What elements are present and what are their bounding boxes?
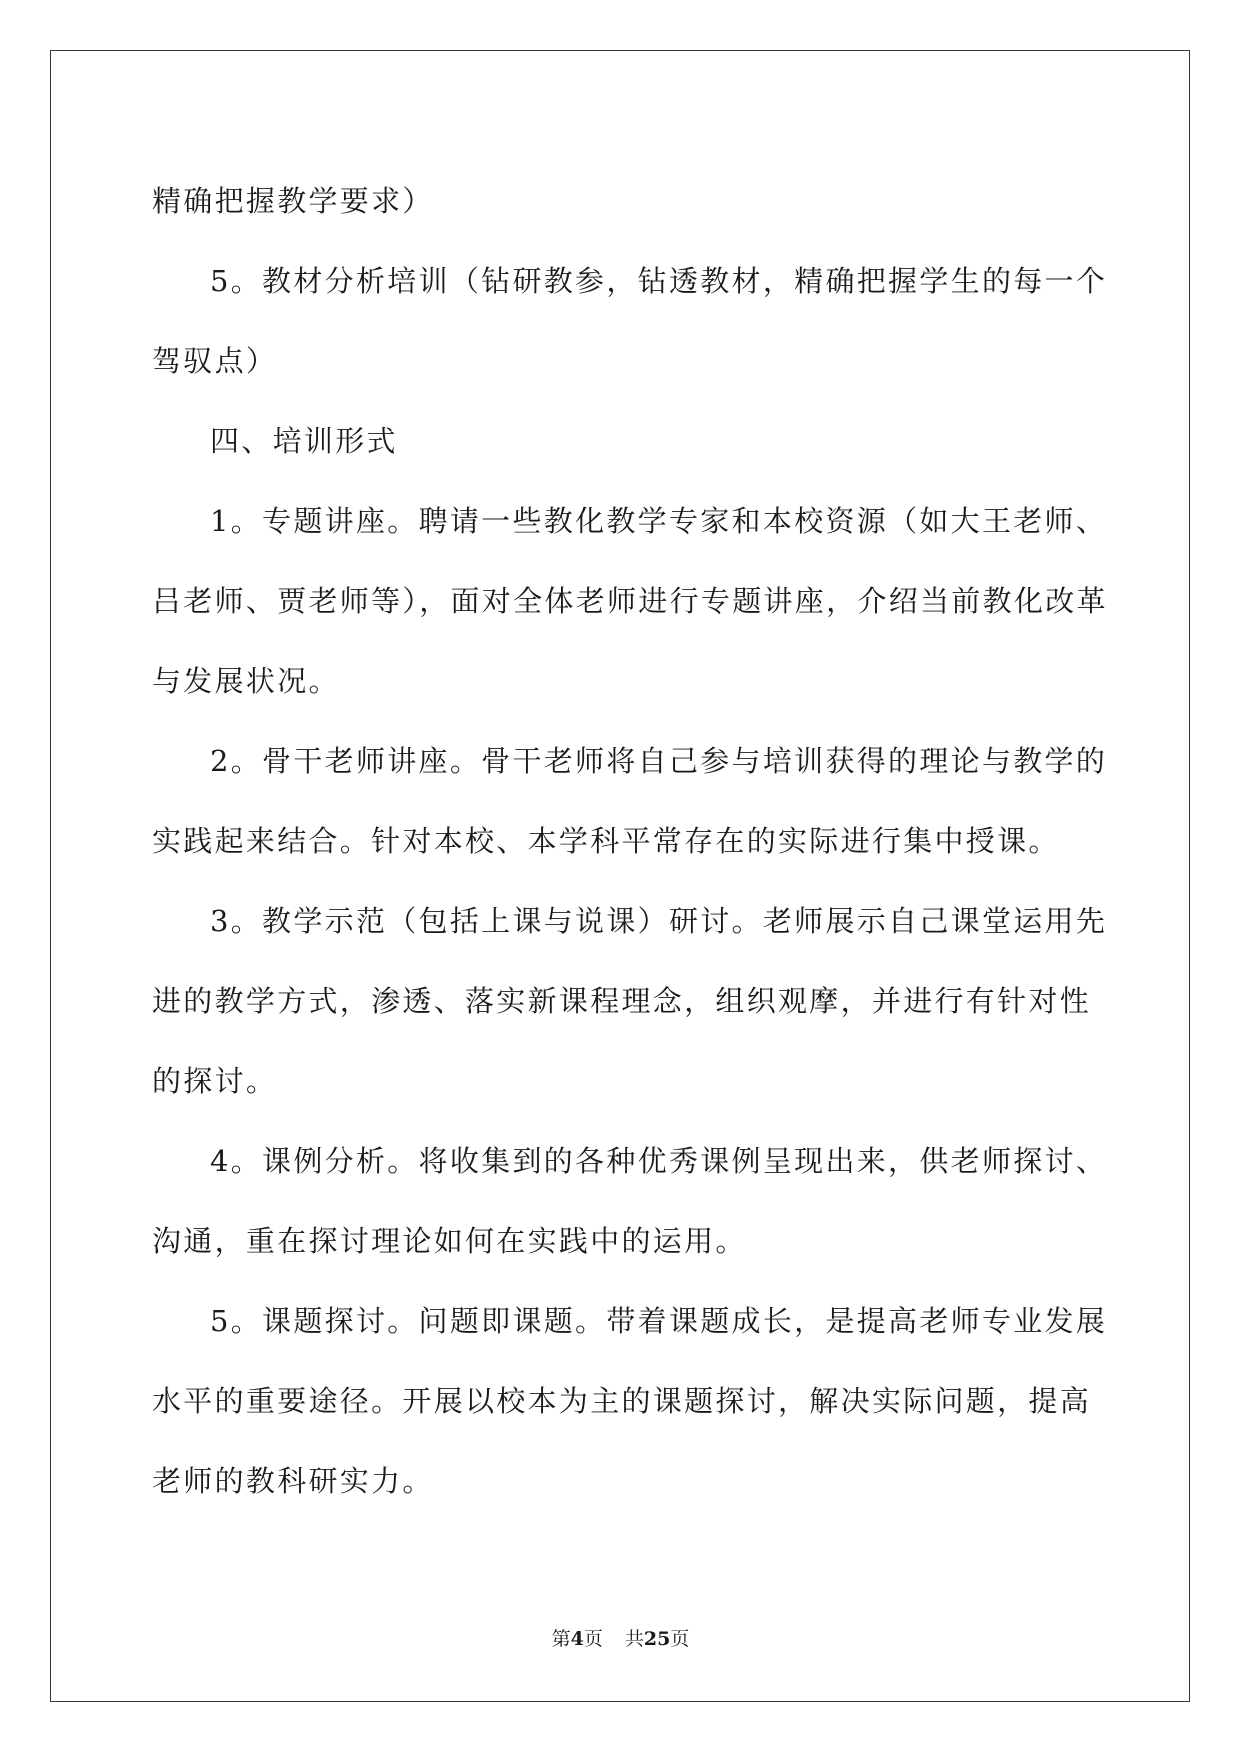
text-line-7: 与发展状况。 — [152, 664, 340, 698]
text-line-13: 4。课例分析。将收集到的各种优秀课例呈现出来，供老师探讨、 — [210, 1144, 1108, 1178]
page-prefix: 第 — [551, 1628, 571, 1650]
text-line-2: 5。教材分析培训（钻研教参，钻透教材，精确把握学生的每一个 — [210, 264, 1108, 298]
text-line-8: 2。骨干老师讲座。骨干老师将自己参与培训获得的理论与教学的 — [210, 744, 1108, 778]
page-number: 4 — [570, 1628, 584, 1650]
text-line-3: 驾驭点） — [152, 344, 278, 378]
total-pages: 25 — [643, 1628, 671, 1650]
total-prefix: 共 — [624, 1628, 644, 1650]
text-line-14: 沟通，重在探讨理论如何在实践中的运用。 — [152, 1224, 747, 1258]
text-line-16: 水平的重要途径。开展以校本为主的课题探讨，解决实际问题，提高 — [152, 1384, 1092, 1418]
text-line-11: 进的教学方式，渗透、落实新课程理念，组织观摩，并进行有针对性 — [152, 984, 1092, 1018]
text-line-1: 精确把握教学要求） — [152, 184, 434, 218]
total-suffix: 页 — [670, 1628, 690, 1650]
text-line-5: 1。专题讲座。聘请一些教化教学专家和本校资源（如大王老师、 — [210, 504, 1108, 538]
text-line-6: 吕老师、贾老师等），面对全体老师进行专题讲座，介绍当前教化改革 — [152, 584, 1108, 618]
text-line-15: 5。课题探讨。问题即课题。带着课题成长，是提高老师专业发展 — [210, 1304, 1108, 1338]
text-line-12: 的探讨。 — [152, 1064, 278, 1098]
document-body — [152, 161, 1108, 1521]
text-line-9: 实践起来结合。针对本校、本学科平常存在的实际进行集中授课。 — [152, 824, 1060, 858]
text-line-17: 老师的教科研实力。 — [152, 1464, 434, 1498]
section-heading: 四、培训形式 — [210, 424, 398, 458]
text-line-10: 3。教学示范（包括上课与说课）研讨。老师展示自己课堂运用先 — [210, 904, 1108, 938]
page-footer — [0, 1624, 1241, 1651]
page-suffix: 页 — [583, 1628, 603, 1650]
